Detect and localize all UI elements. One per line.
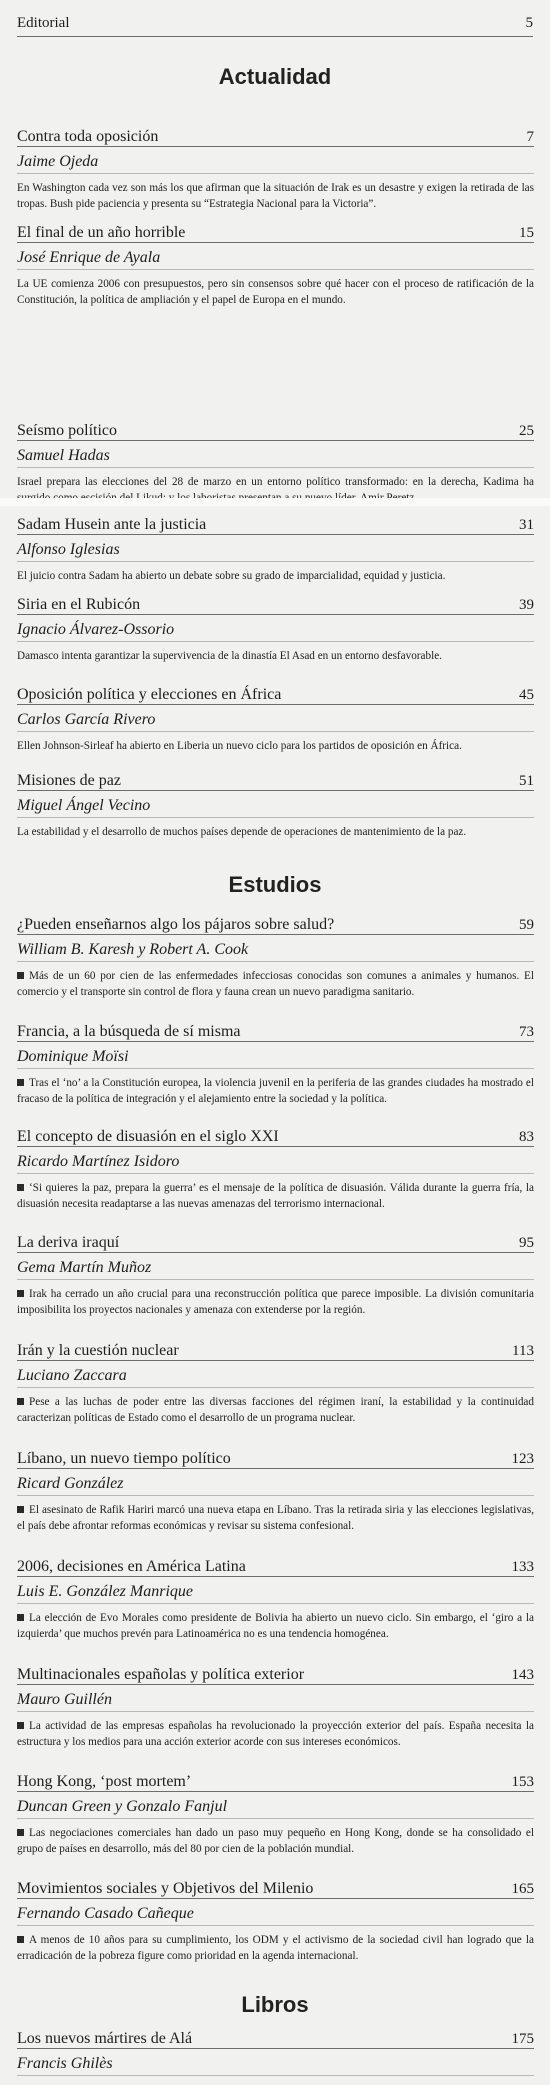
entry-summary: En Washington cada vez son más los que afirman que la situación de Irak es un desastre y exigen la retirada de las tropas. Bush pide paciencia y presenta su “Estrategia Nacional para la Victoria”. [17, 182, 534, 210]
page-gap [0, 498, 550, 506]
bullet-square-icon [17, 1829, 24, 1836]
toc-entry[interactable] [17, 2024, 534, 2076]
entry-author: Luciano Zaccara [17, 1365, 534, 1388]
entry-title: Irán y la cuestión nuclear [17, 1342, 179, 1359]
entry-title: Movimientos sociales y Objetivos del Milenio [17, 1880, 314, 1897]
entry-title: El final de un año horrible [17, 224, 186, 241]
entry-title: 2006, decisiones en América Latina [17, 1558, 246, 1575]
toc-entry[interactable] [17, 218, 534, 308]
entry-page: 39 [519, 597, 534, 613]
entry-summary: Damasco intenta garantizar la supervivencia de la dinastía El Asad en un entorno desfavorable. [17, 650, 442, 662]
entry-page: 165 [511, 1881, 534, 1897]
entry-page: 175 [511, 2031, 534, 2047]
toc-entry[interactable] [17, 1017, 534, 1107]
entry-title: Misiones de paz [17, 772, 121, 789]
toc-entry[interactable] [17, 510, 534, 584]
entry-page: 123 [511, 1451, 534, 1467]
entry-summary: La UE comienza 2006 con presupuestos, pero sin consensos sobre qué hacer con el proceso de ratificación de la Constitución, la política de ampliación y el papel de Europa en el mundo. [17, 278, 534, 306]
toc-entry[interactable] [17, 766, 534, 840]
entry-title: Contra toda oposición [17, 128, 159, 145]
entry-author: William B. Karesh y Robert A. Cook [17, 939, 534, 962]
entry-author: Duncan Green y Gonzalo Fanjul [17, 1796, 534, 1819]
toc-entry[interactable] [17, 122, 534, 212]
entry-author: Miguel Ángel Vecino [17, 795, 534, 818]
entry-author: Fernando Casado Cañeque [17, 1903, 534, 1926]
entry-page: 133 [511, 1559, 534, 1575]
entry-summary: La elección de Evo Morales como presidente de Bolivia ha abierto un nuevo ciclo. Sin embargo, el ‘giro a la izquierda’ que muchos prevén para Latinoamérica no es una tendencia homogénea. [17, 1612, 534, 1640]
entry-page: 113 [512, 1343, 534, 1359]
entry-author: José Enrique de Ayala [17, 247, 534, 270]
bullet-square-icon [17, 1722, 24, 1729]
entry-title: Francia, a la búsqueda de sí misma [17, 1023, 241, 1040]
entry-page: 25 [519, 423, 534, 439]
entry-author: Luis E. González Manrique [17, 1581, 534, 1604]
toc-entry[interactable] [17, 416, 534, 506]
toc-entry[interactable] [17, 1444, 534, 1534]
toc-entry[interactable] [17, 1228, 534, 1318]
divider [17, 36, 533, 37]
entry-summary: Más de un 60 por cien de las enfermedades infecciosas conocidas son comunes a animales y humanos. El comercio y el transporte sin control de flora y fauna crean un nuevo paradigma sanitario. [17, 970, 534, 998]
entry-title: La deriva iraquí [17, 1234, 120, 1251]
entry-title: Hong Kong, ‘post mortem’ [17, 1773, 192, 1790]
entry-author: Carlos García Rivero [17, 709, 534, 732]
entry-author: Jaime Ojeda [17, 151, 534, 174]
entry-summary: Israel prepara las elecciones del 28 de marzo en un entorno político transformado: en la derecha, Kadima ha [17, 476, 534, 488]
toc-entry[interactable] [17, 590, 534, 664]
entry-title: Sadam Husein ante la justicia [17, 516, 207, 533]
toc-entry[interactable] [17, 1874, 534, 1964]
entry-page: 143 [511, 1667, 534, 1683]
section-estudios: Estudios [228, 872, 322, 897]
entry-title: El concepto de disuasión en el siglo XXI [17, 1128, 279, 1145]
entry-title: Seísmo político [17, 422, 117, 439]
entry-summary: La estabilidad y el desarrollo de muchos países depende de operaciones de mantenimiento de la paz. [17, 826, 467, 838]
entry-title: Líbano, un nuevo tiempo político [17, 1450, 231, 1467]
editorial-page: 5 [525, 14, 533, 31]
section-libros: Libros [241, 1992, 309, 2017]
entry-author: Dominique Moïsi [17, 1046, 534, 1069]
entry-page: 51 [519, 773, 534, 789]
toc-entry[interactable] [17, 1336, 534, 1426]
entry-title: Multinacionales españolas y política exterior [17, 1666, 305, 1683]
entry-page: 7 [526, 129, 534, 145]
entry-summary: Ellen Johnson-Sirleaf ha abierto en Liberia un nuevo ciclo para los partidos de oposición en África. [17, 740, 462, 752]
entry-author: Mauro Guillén [17, 1689, 534, 1712]
entry-summary: Tras el ‘no’ a la Constitución europea, la violencia juvenil en la periferia de las grandes ciudades ha mostrado el fracaso de la política de integración y el alejamiento entre la sociedad y la política. [17, 1077, 534, 1105]
bullet-square-icon [17, 1290, 24, 1297]
editorial-title: Editorial [17, 14, 70, 31]
toc-entry[interactable] [17, 1660, 534, 1750]
editorial-row[interactable] [17, 12, 533, 34]
entry-title: Los nuevos mártires de Alá [17, 2030, 193, 2047]
bullet-square-icon [17, 1184, 24, 1191]
bullet-square-icon [17, 1506, 24, 1513]
entry-summary: Pese a las luchas de poder entre las diversas facciones del régimen iraní, la estabilidad y la continuidad caracterizan políticas de Estado como el desarrollo de un programa nuclear. [17, 1396, 534, 1424]
entry-author: Ricardo Martínez Isidoro [17, 1151, 534, 1174]
entry-author: Ricard González [17, 1473, 534, 1496]
entry-title: Siria en el Rubicón [17, 596, 141, 613]
entry-summary: ‘Si quieres la paz, prepara la guerra’ es el mensaje de la política de disuasión. Válida durante la guerra fría, la disuasión necesita readaptarse a las nuevas amenazas del terrorismo internacional. [17, 1182, 534, 1210]
entry-page: 95 [519, 1235, 534, 1251]
entry-title: Oposición política y elecciones en África [17, 686, 282, 703]
entry-page: 31 [519, 517, 534, 533]
entry-summary: Irak ha cerrado un año crucial para una reconstrucción política que parece imposible. La división comunitaria imposibilita los proyectos nacionales y amenaza con extenderse por la región. [17, 1288, 534, 1316]
entry-page: 83 [519, 1129, 534, 1145]
entry-title: ¿Pueden enseñarnos algo los pájaros sobre salud? [17, 916, 335, 933]
entry-page: 59 [519, 917, 534, 933]
bullet-square-icon [17, 1614, 24, 1621]
bullet-square-icon [17, 972, 24, 979]
entry-summary: La actividad de las empresas españolas ha revolucionado la proyección exterior del país. España necesita la estructura y los medios para una acción exterior acorde con sus intereses económicos. [17, 1720, 534, 1748]
toc-entry[interactable] [17, 1767, 534, 1857]
entry-author: Gema Martín Muñoz [17, 1257, 534, 1280]
bullet-square-icon [17, 1936, 24, 1943]
entry-author: Samuel Hadas [17, 445, 534, 468]
entry-author: Francis Ghilès [17, 2053, 534, 2076]
entry-page: 15 [519, 225, 534, 241]
toc-entry[interactable] [17, 910, 534, 1000]
entry-summary: A menos de 10 años para su cumplimiento, los ODM y el activismo de la sociedad civil han logrado que la erradicación de la pobreza figure como prioridad en la agenda internacional. [17, 1934, 534, 1962]
entry-page: 45 [519, 687, 534, 703]
entry-page: 73 [519, 1024, 534, 1040]
entry-page: 153 [511, 1774, 534, 1790]
toc-entry[interactable] [17, 680, 534, 754]
bullet-square-icon [17, 1079, 24, 1086]
bullet-square-icon [17, 1398, 24, 1405]
toc-entry[interactable] [17, 1122, 534, 1212]
section-actualidad: Actualidad [218, 64, 332, 89]
entry-author: Alfonso Iglesias [17, 539, 534, 562]
entry-summary: Las negociaciones comerciales han dado un paso muy pequeño en Hong Kong, donde se ha consolidado el grupo de países en desarrollo, más del 80 por cien de la población mundial. [17, 1827, 534, 1855]
toc-entry[interactable] [17, 1552, 534, 1642]
entry-author: Ignacio Álvarez-Ossorio [17, 619, 534, 642]
entry-summary: El asesinato de Rafik Hariri marcó una nueva etapa en Líbano. Tras la retirada siria y las elecciones legislativas, el país debe afrontar reformas económicas y revisar su sistema confesional. [17, 1504, 534, 1532]
entry-summary: El juicio contra Sadam ha abierto un debate sobre su grado de imparcialidad, equidad y justicia. [17, 570, 446, 582]
